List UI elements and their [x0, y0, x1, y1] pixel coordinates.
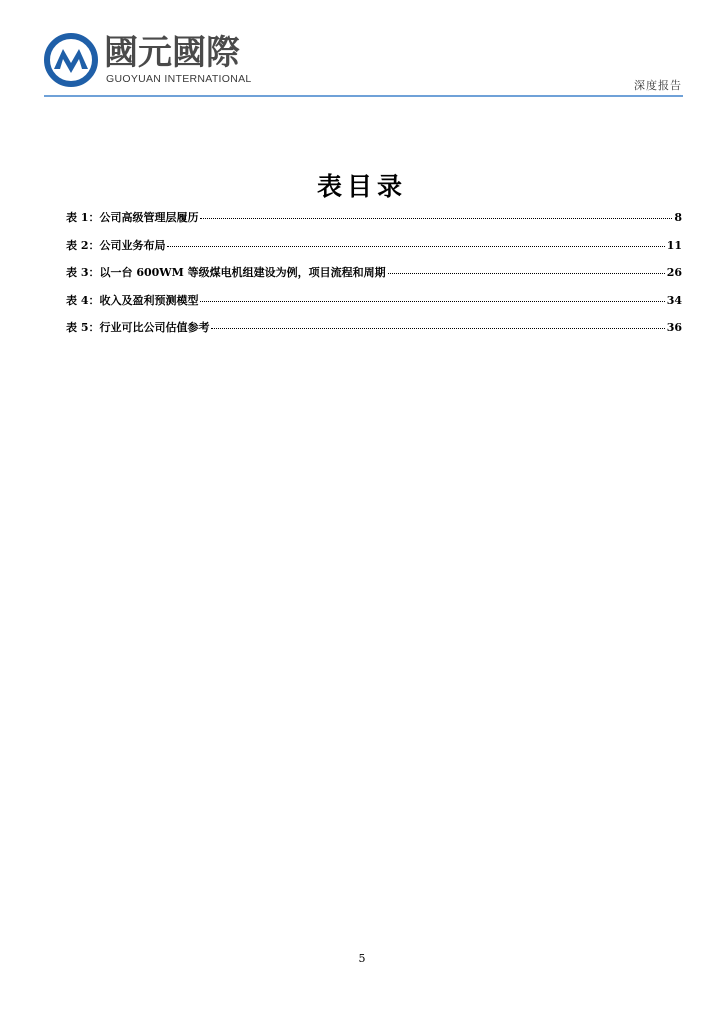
toc-item-label: 表 2：公司业务布局 [66, 238, 166, 252]
toc-item-1[interactable] [66, 209, 682, 237]
toc-item-page: 26 [666, 266, 682, 279]
toc-dot-leader [200, 301, 664, 302]
toc-item-page: 11 [666, 238, 682, 252]
toc-item-4[interactable] [66, 292, 682, 320]
toc-item-page: 36 [666, 321, 682, 334]
toc-dot-leader [388, 273, 665, 274]
toc-item-label: 表 1：公司高级管理层履历 [66, 211, 199, 224]
brand-name-english: GUOYUAN INTERNATIONAL [106, 73, 252, 85]
toc-item-3[interactable] [66, 264, 682, 292]
page-number: 5 [358, 952, 366, 965]
toc-item-2[interactable] [66, 237, 682, 265]
toc-dot-leader [211, 328, 664, 329]
table-of-tables [66, 209, 682, 347]
page-header [0, 0, 724, 100]
guoyuan-logo-icon [44, 33, 98, 87]
brand-name-chinese: 國元國際 [104, 33, 240, 73]
toc-item-page: 34 [666, 293, 682, 307]
toc-item-label: 表 4：收入及盈利预测模型 [66, 293, 199, 307]
toc-dot-leader [200, 218, 672, 219]
toc-item-label: 表 3：以一台 600WM 等级煤电机组建设为例，项目流程和周期 [66, 266, 386, 279]
document-type-label: 深度报告 [634, 79, 682, 92]
toc-dot-leader [167, 246, 664, 247]
toc-title: 表目录 [316, 172, 407, 201]
header-divider [44, 95, 683, 97]
toc-item-5[interactable] [66, 319, 682, 347]
toc-item-label: 表 5：行业可比公司估值参考 [66, 321, 210, 334]
toc-item-page: 8 [674, 211, 682, 224]
